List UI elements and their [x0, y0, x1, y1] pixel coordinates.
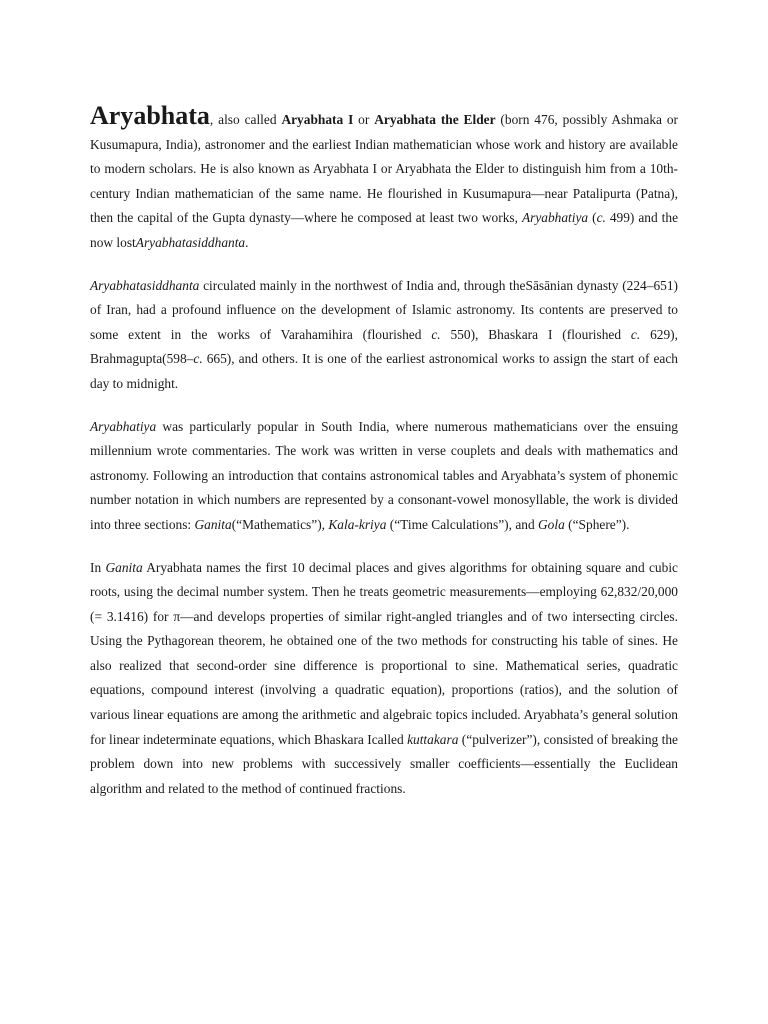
text: (“Mathematics”), — [231, 516, 329, 532]
text: called — [371, 731, 408, 747]
article-title: Aryabhata — [90, 101, 210, 130]
text: (born 476, possibly Ashmaka or Kusumapura, India), astronomer and the earliest Indian mathematician whose work and history are available to modern scholars. He is also known as Aryabhata I or Aryabhata the Elder to distinguish him from a 10th-century Indian mathematician of the same name. He flourished in Kusumapura—near Patalipurta (Patna), then the capital of the Gupta dynasty—where he composed at least two works, — [90, 112, 679, 226]
work-title: Aryabhatasiddhanta — [135, 234, 246, 250]
text: Varahamihira (flourished — [280, 326, 432, 342]
text: (“pulverizer”), consisted of breaking the problem down into new problems with successively smaller coefficients—essentially the Euclidean algorithm and related to the method of continued fractions. — [90, 731, 678, 796]
paragraph-aryabhatiya — [90, 415, 678, 538]
paragraph-intro — [90, 101, 679, 256]
section-title: Ganita — [105, 559, 143, 575]
text: or — [353, 112, 375, 127]
text: circulated mainly in the northwest of India and, through the — [199, 277, 526, 293]
paragraph-siddhanta — [90, 274, 678, 397]
work-title: Aryabhatiya — [521, 210, 589, 226]
text: 629), Brahmagupta(598– — [90, 326, 678, 367]
text: (“Sphere”). — [564, 516, 630, 532]
circa: c. — [193, 351, 203, 367]
circa: c. — [630, 326, 641, 342]
text: , also called — [209, 112, 282, 127]
text: Sāsānian dynasty (224–651) of Iran, had a profound influence on the development of Islamic astronomy. Its contents are preserved to some extent in the works of — [90, 277, 678, 342]
section-title: Gola — [538, 516, 565, 532]
work-title: Aryabhatasiddhanta — [90, 277, 200, 293]
text: 665), and others. It is one of the earliest astronomical works to assign the start of each day to midnight. — [90, 351, 678, 391]
text: 499) and the now lost — [90, 210, 679, 250]
text: Aryabhata names the first 10 decimal places and gives algorithms for obtaining square and cubic roots, using the decimal number system. Then he treats geometric measurements—employing 62,832/20,000 (= 3.1416) for π—and develops properties of similar right-angled triangles and of two intersecting circles. Using the Pythagorean theorem, he obtained one of the two methods for constructing his table of sines. He also realized that second-order sine difference is proportional to sine. Mathematical series, quadratic equations, compound interest (involving a quadratic equation), proportions (ratios), and the solution of various linear equations are among the arithmetic and algebraic topics included. Aryabhata’s general solution for linear indeterminate equations, which Bhaskara I — [90, 559, 678, 747]
paragraph-ganita — [90, 556, 678, 802]
circa: c. — [596, 210, 606, 226]
circa: c. — [431, 326, 441, 342]
text: In — [90, 559, 106, 575]
bold-name-1: Aryabhata I — [281, 112, 354, 127]
section-title: Kala-kriya — [328, 516, 387, 532]
work-title: Aryabhatiya — [90, 418, 157, 434]
bold-name-2: Aryabhata the Elder — [374, 112, 496, 127]
text: . — [245, 234, 249, 250]
section-title: Ganita — [194, 516, 232, 532]
term: kuttakara — [407, 731, 459, 747]
text: was particularly popular in South India, where numerous mathematicians over the ensuing millennium wrote commentaries. The work was written in verse couplets and deals with mathematics and astronomy. Following an introduction that contains astronomical tables and Aryabhata’s system of phonemic number notation in which numbers are represented by a consonant-vowel monosyllable, the work is divided into three sections: — [90, 418, 678, 532]
text: (“Time Calculations”), and — [386, 516, 538, 532]
text: 550), Bhaskara I (flourished — [440, 326, 631, 342]
text: ( — [588, 210, 597, 226]
document-page — [90, 101, 679, 819]
